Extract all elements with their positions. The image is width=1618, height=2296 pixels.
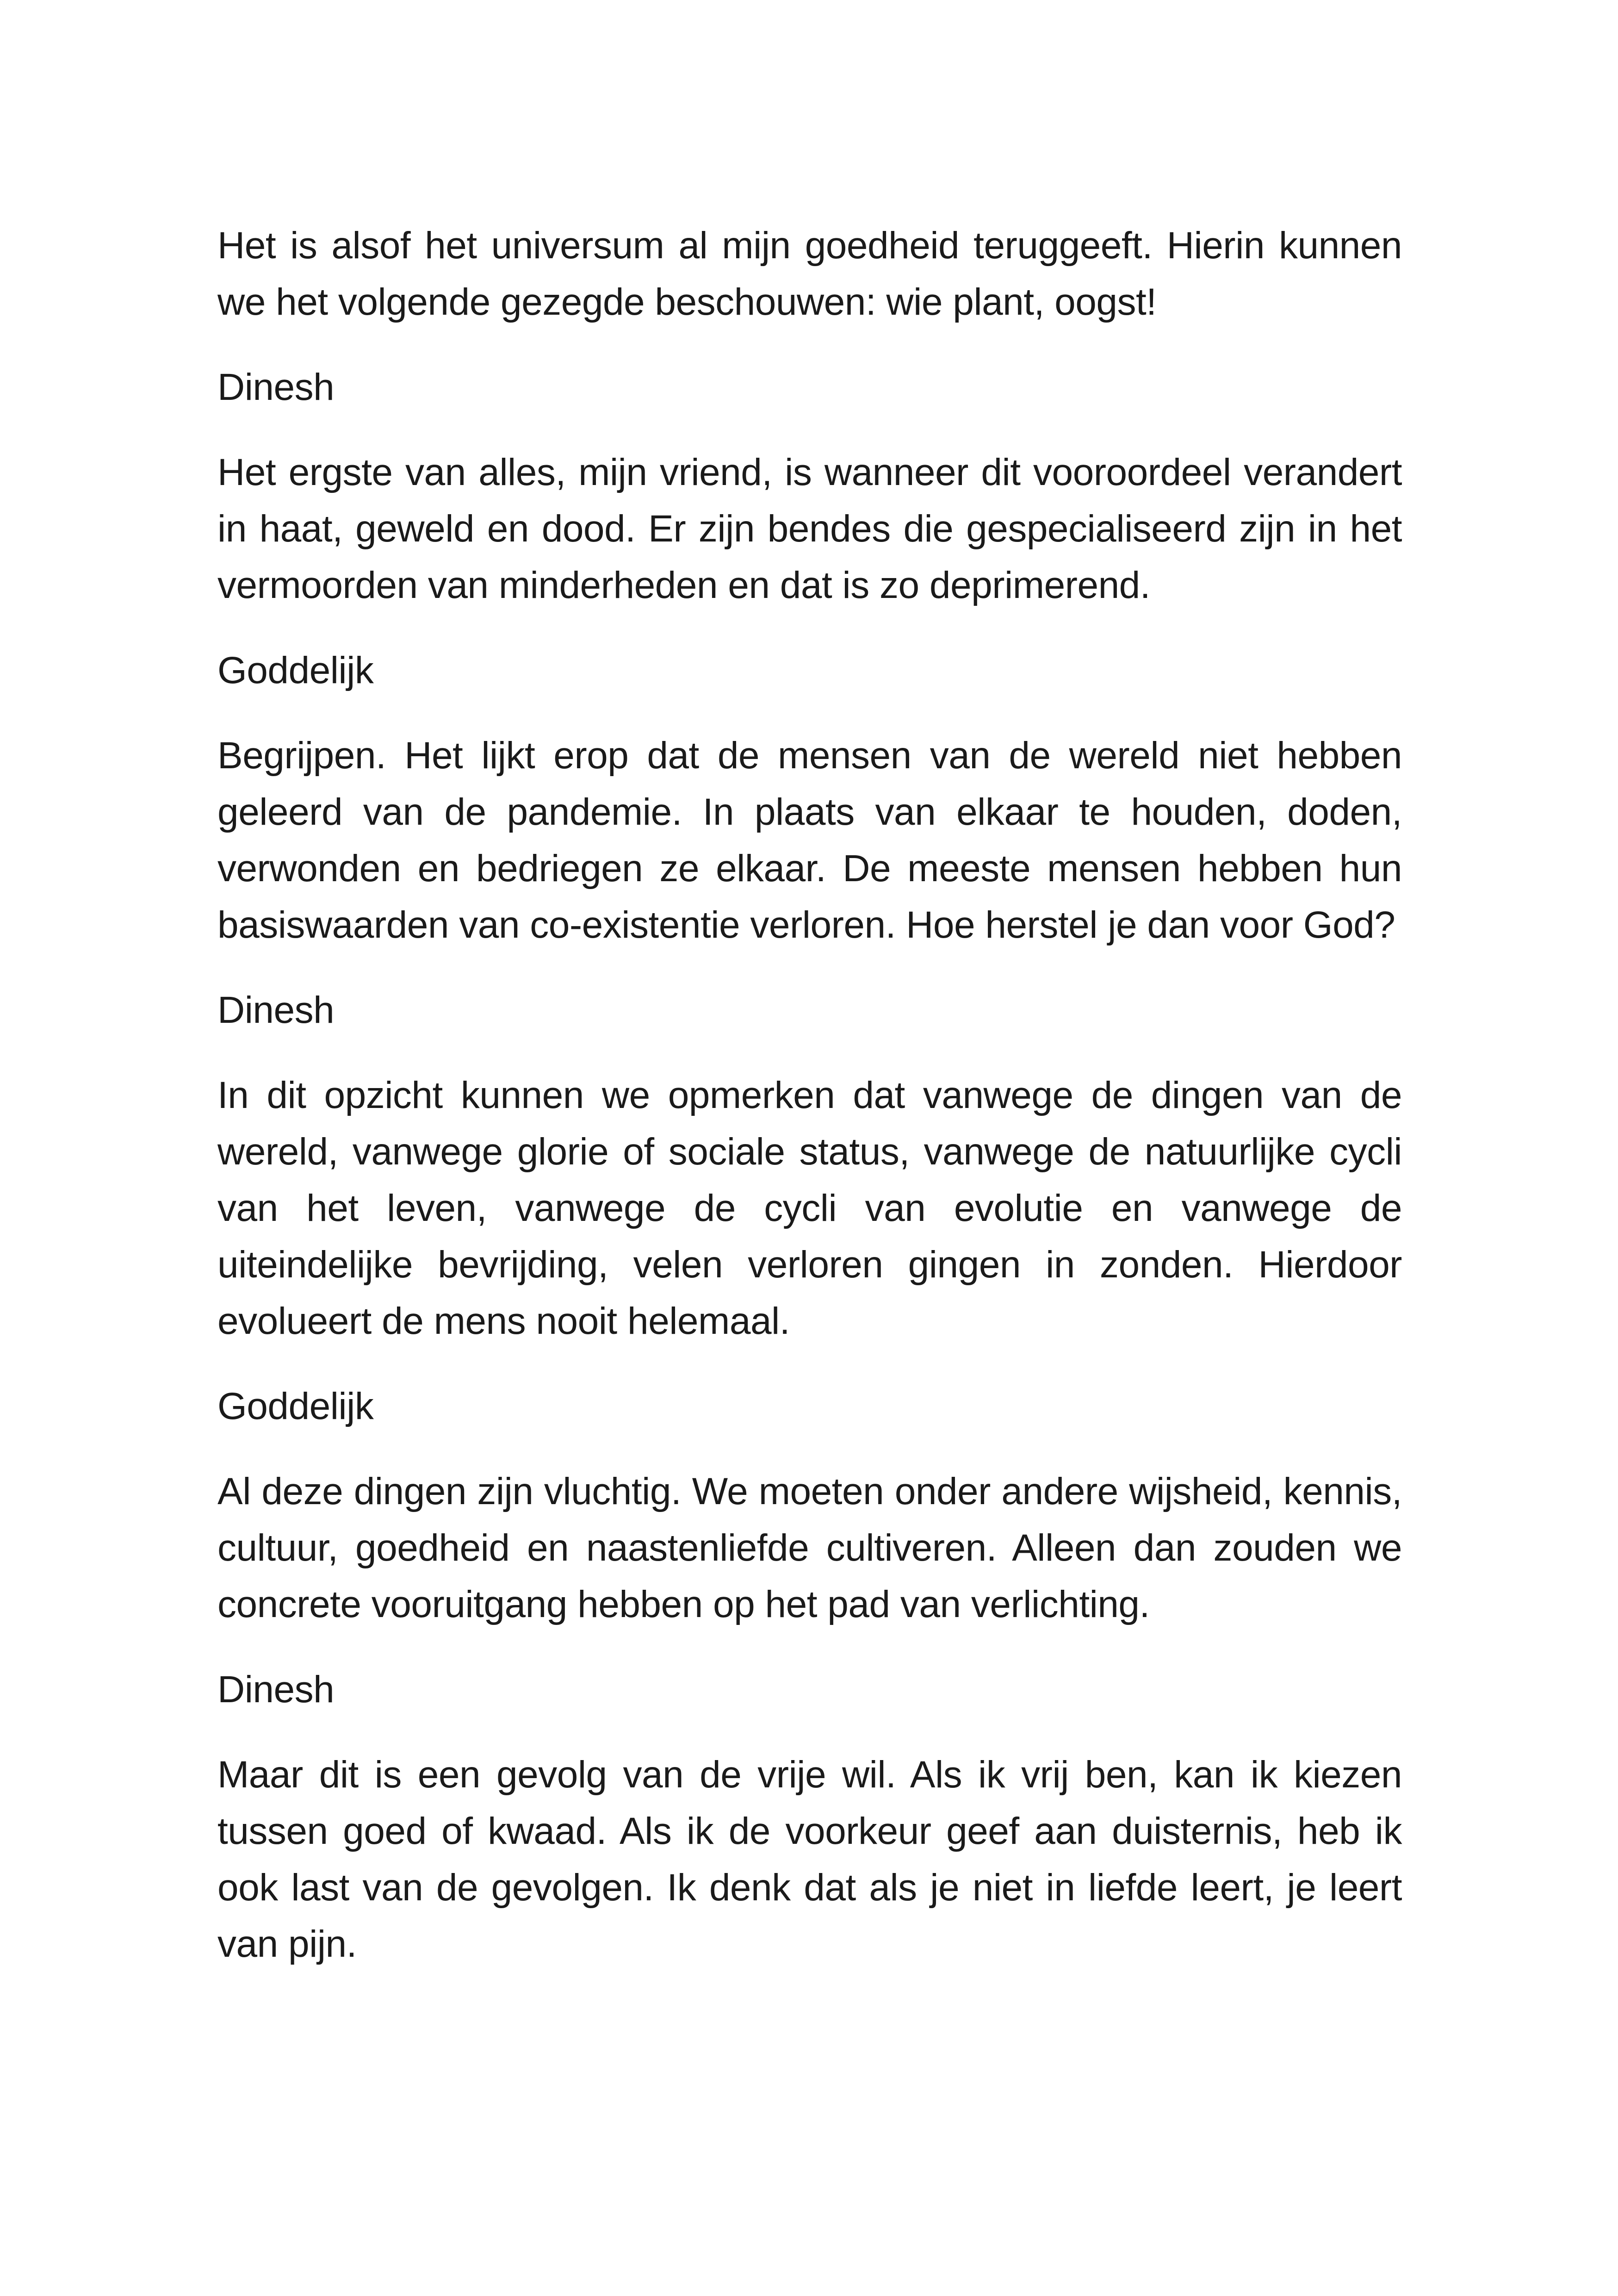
paragraph: Al deze dingen zijn vluchtig. We moeten onder andere wijsheid, kennis, cultuur, goedheid en naastenliefde cultiveren. Alleen dan zouden we concrete vooruitgang hebben op het pad van verlichting.: [217, 1470, 1402, 1625]
paragraph: In dit opzicht kunnen we opmerken dat vanwege de dingen van de wereld, vanwege glorie of sociale status, vanwege de natuurlijke cycli van het leven, vanwege de cycli van evolutie en vanwege de uiteindelijke bevrijding, velen verloren gingen in zonden. Hierdoor evolueert de mens nooit helemaal.: [217, 1074, 1402, 1342]
paragraph: Het ergste van alles, mijn vriend, is wanneer dit vooroordeel verandert in haat, geweld en dood. Er zijn bendes die gespecialiseerd zijn in het vermoorden van minderheden en dat is zo deprimerend.: [217, 451, 1402, 606]
speaker-name: Dinesh: [217, 1668, 335, 1711]
document-body: [217, 218, 1402, 2001]
speaker-name: Goddelijk: [217, 1385, 374, 1427]
speaker-name: Dinesh: [217, 989, 335, 1031]
paragraph: Het is alsof het universum al mijn goedheid teruggeeft. Hierin kunnen we het volgende gezegde beschouwen: wie plant, oogst!: [217, 224, 1402, 323]
paragraph: Begrijpen. Het lijkt erop dat de mensen van de wereld niet hebben geleerd van de pandemie. In plaats van elkaar te houden, doden, verwonden en bedriegen ze elkaar. De meeste mensen hebben hun basiswaarden van co-existentie verloren. Hoe herstel je dan voor God?: [217, 734, 1402, 946]
speaker-name: Goddelijk: [217, 649, 374, 691]
paragraph: Maar dit is een gevolg van de vrije wil. Als ik vrij ben, kan ik kiezen tussen goed of kwaad. Als ik de voorkeur geef aan duisternis, heb ik ook last van de gevolgen. Ik denk dat als je niet in liefde leert, je leert van pijn.: [217, 1754, 1402, 1965]
speaker-name: Dinesh: [217, 366, 335, 408]
